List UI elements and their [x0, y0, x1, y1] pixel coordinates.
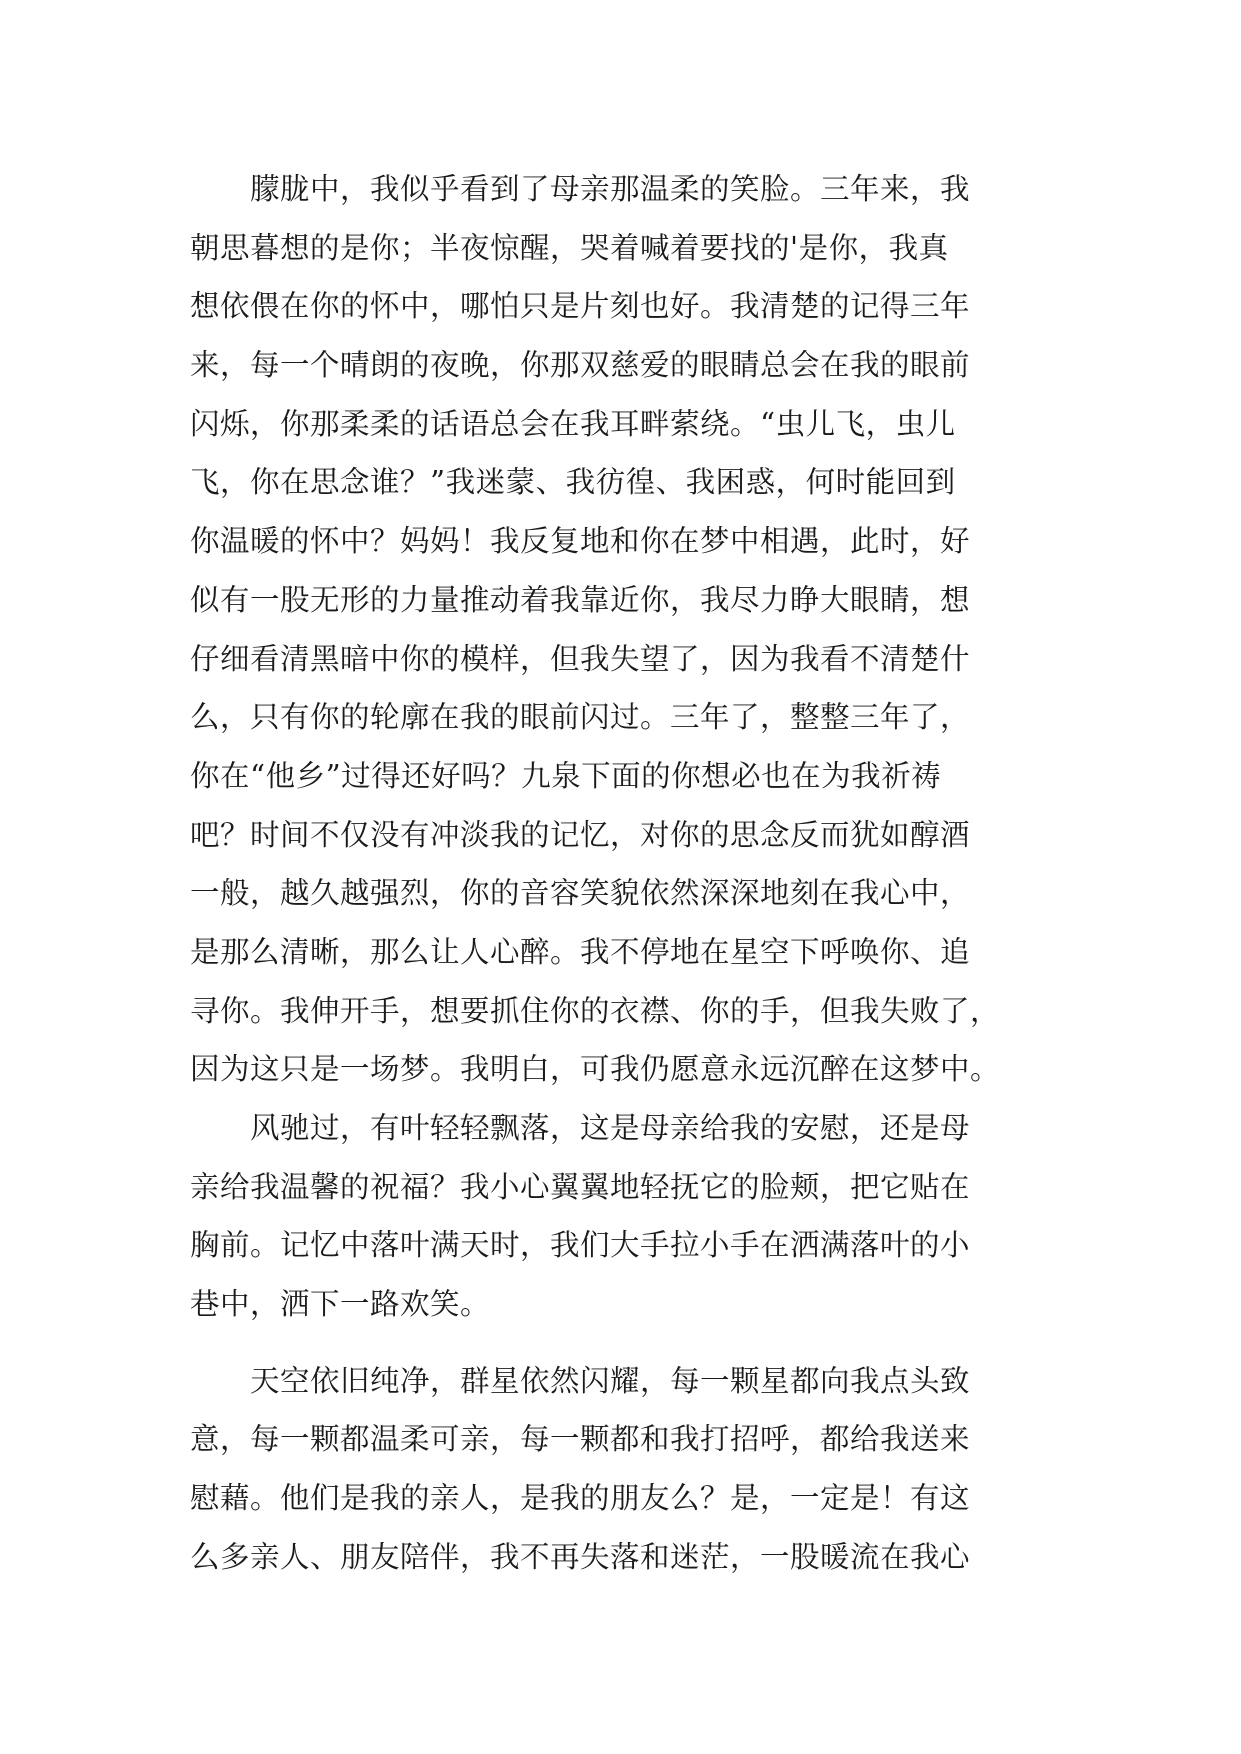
text-line: 朝思暮想的是你；半夜惊醒，哭着喊着要找的'是你，我真 [190, 230, 949, 265]
text-line: 风驰过，有叶轻轻飘落，这是母亲给我的安慰，还是母 [190, 1111, 971, 1145]
text-line: 天空依旧纯净，群星依然闪耀，每一颗星都向我点头致 [190, 1363, 971, 1398]
paragraph [190, 160, 1060, 1099]
text-line: 仔细看清黑暗中你的模样，但我失望了，因为我看不清楚什 [190, 641, 971, 676]
text-line: 胸前。记忆中落叶满天时，我们大手拉小手在洒满落叶的小 [190, 1228, 971, 1263]
text-line: 闪烁，你那柔柔的话语总会在我耳畔萦绕。“虫儿飞，虫儿 [190, 406, 956, 441]
text-line: 来，每一个晴朗的夜晚，你那双慈爱的眼睛总会在我的眼前 [190, 348, 971, 383]
text-line: 吧？时间不仅没有冲淡我的记忆，对你的思念反而犹如醇酒 [190, 817, 971, 852]
text-line: 慰藉。他们是我的亲人，是我的朋友么？是，一定是！有这 [190, 1481, 971, 1516]
text-line: 么多亲人、朋友陪伴，我不再失落和迷茫，一股暖流在我心 [190, 1539, 971, 1574]
text-line: 想依偎在你的怀中，哪怕只是片刻也好。我清楚的记得三年 [190, 289, 971, 324]
paragraph [190, 1099, 1060, 1334]
text-line: 朦胧中，我似乎看到了母亲那温柔的笑脸。三年来，我 [190, 172, 971, 206]
paragraph-spacer [190, 1334, 1060, 1352]
text-line: 巷中，洒下一路欢笑。 [190, 1287, 491, 1322]
paragraph [190, 1352, 1060, 1587]
text-line: 亲给我温馨的祝福？我小心翼翼地轻抚它的脸颊，把它贴在 [190, 1169, 971, 1204]
text-line: 是那么清晰，那么让人心醉。我不停地在星空下呼唤你、追 [190, 934, 971, 969]
text-line: 你温暖的怀中？妈妈！我反复地和你在梦中相遇，此时，好 [190, 524, 971, 559]
document-body [190, 160, 1060, 1587]
text-line: 意，每一颗都温柔可亲，每一颗都和我打招呼，都给我送来 [190, 1422, 971, 1457]
text-line: 飞，你在思念谁？”我迷蒙、我彷徨、我困惑，何时能回到 [190, 465, 956, 500]
text-line: 么，只有你的轮廓在我的眼前闪过。三年了，整整三年了， [190, 700, 971, 735]
text-line: 你在“他乡”过得还好吗？九泉下面的你想必也在为我祈祷 [190, 758, 942, 793]
text-line: 似有一股无形的力量推动着我靠近你，我尽力睁大眼睛，想 [190, 582, 971, 617]
text-line: 因为这只是一场梦。我明白，可我仍愿意永远沉醉在这梦中。 [190, 1052, 1001, 1087]
text-line: 一般，越久越强烈，你的音容笑貌依然深深地刻在我心中， [190, 876, 971, 911]
text-line: 寻你。我伸开手，想要抓住你的衣襟、你的手，但我失败了， [190, 993, 1001, 1028]
